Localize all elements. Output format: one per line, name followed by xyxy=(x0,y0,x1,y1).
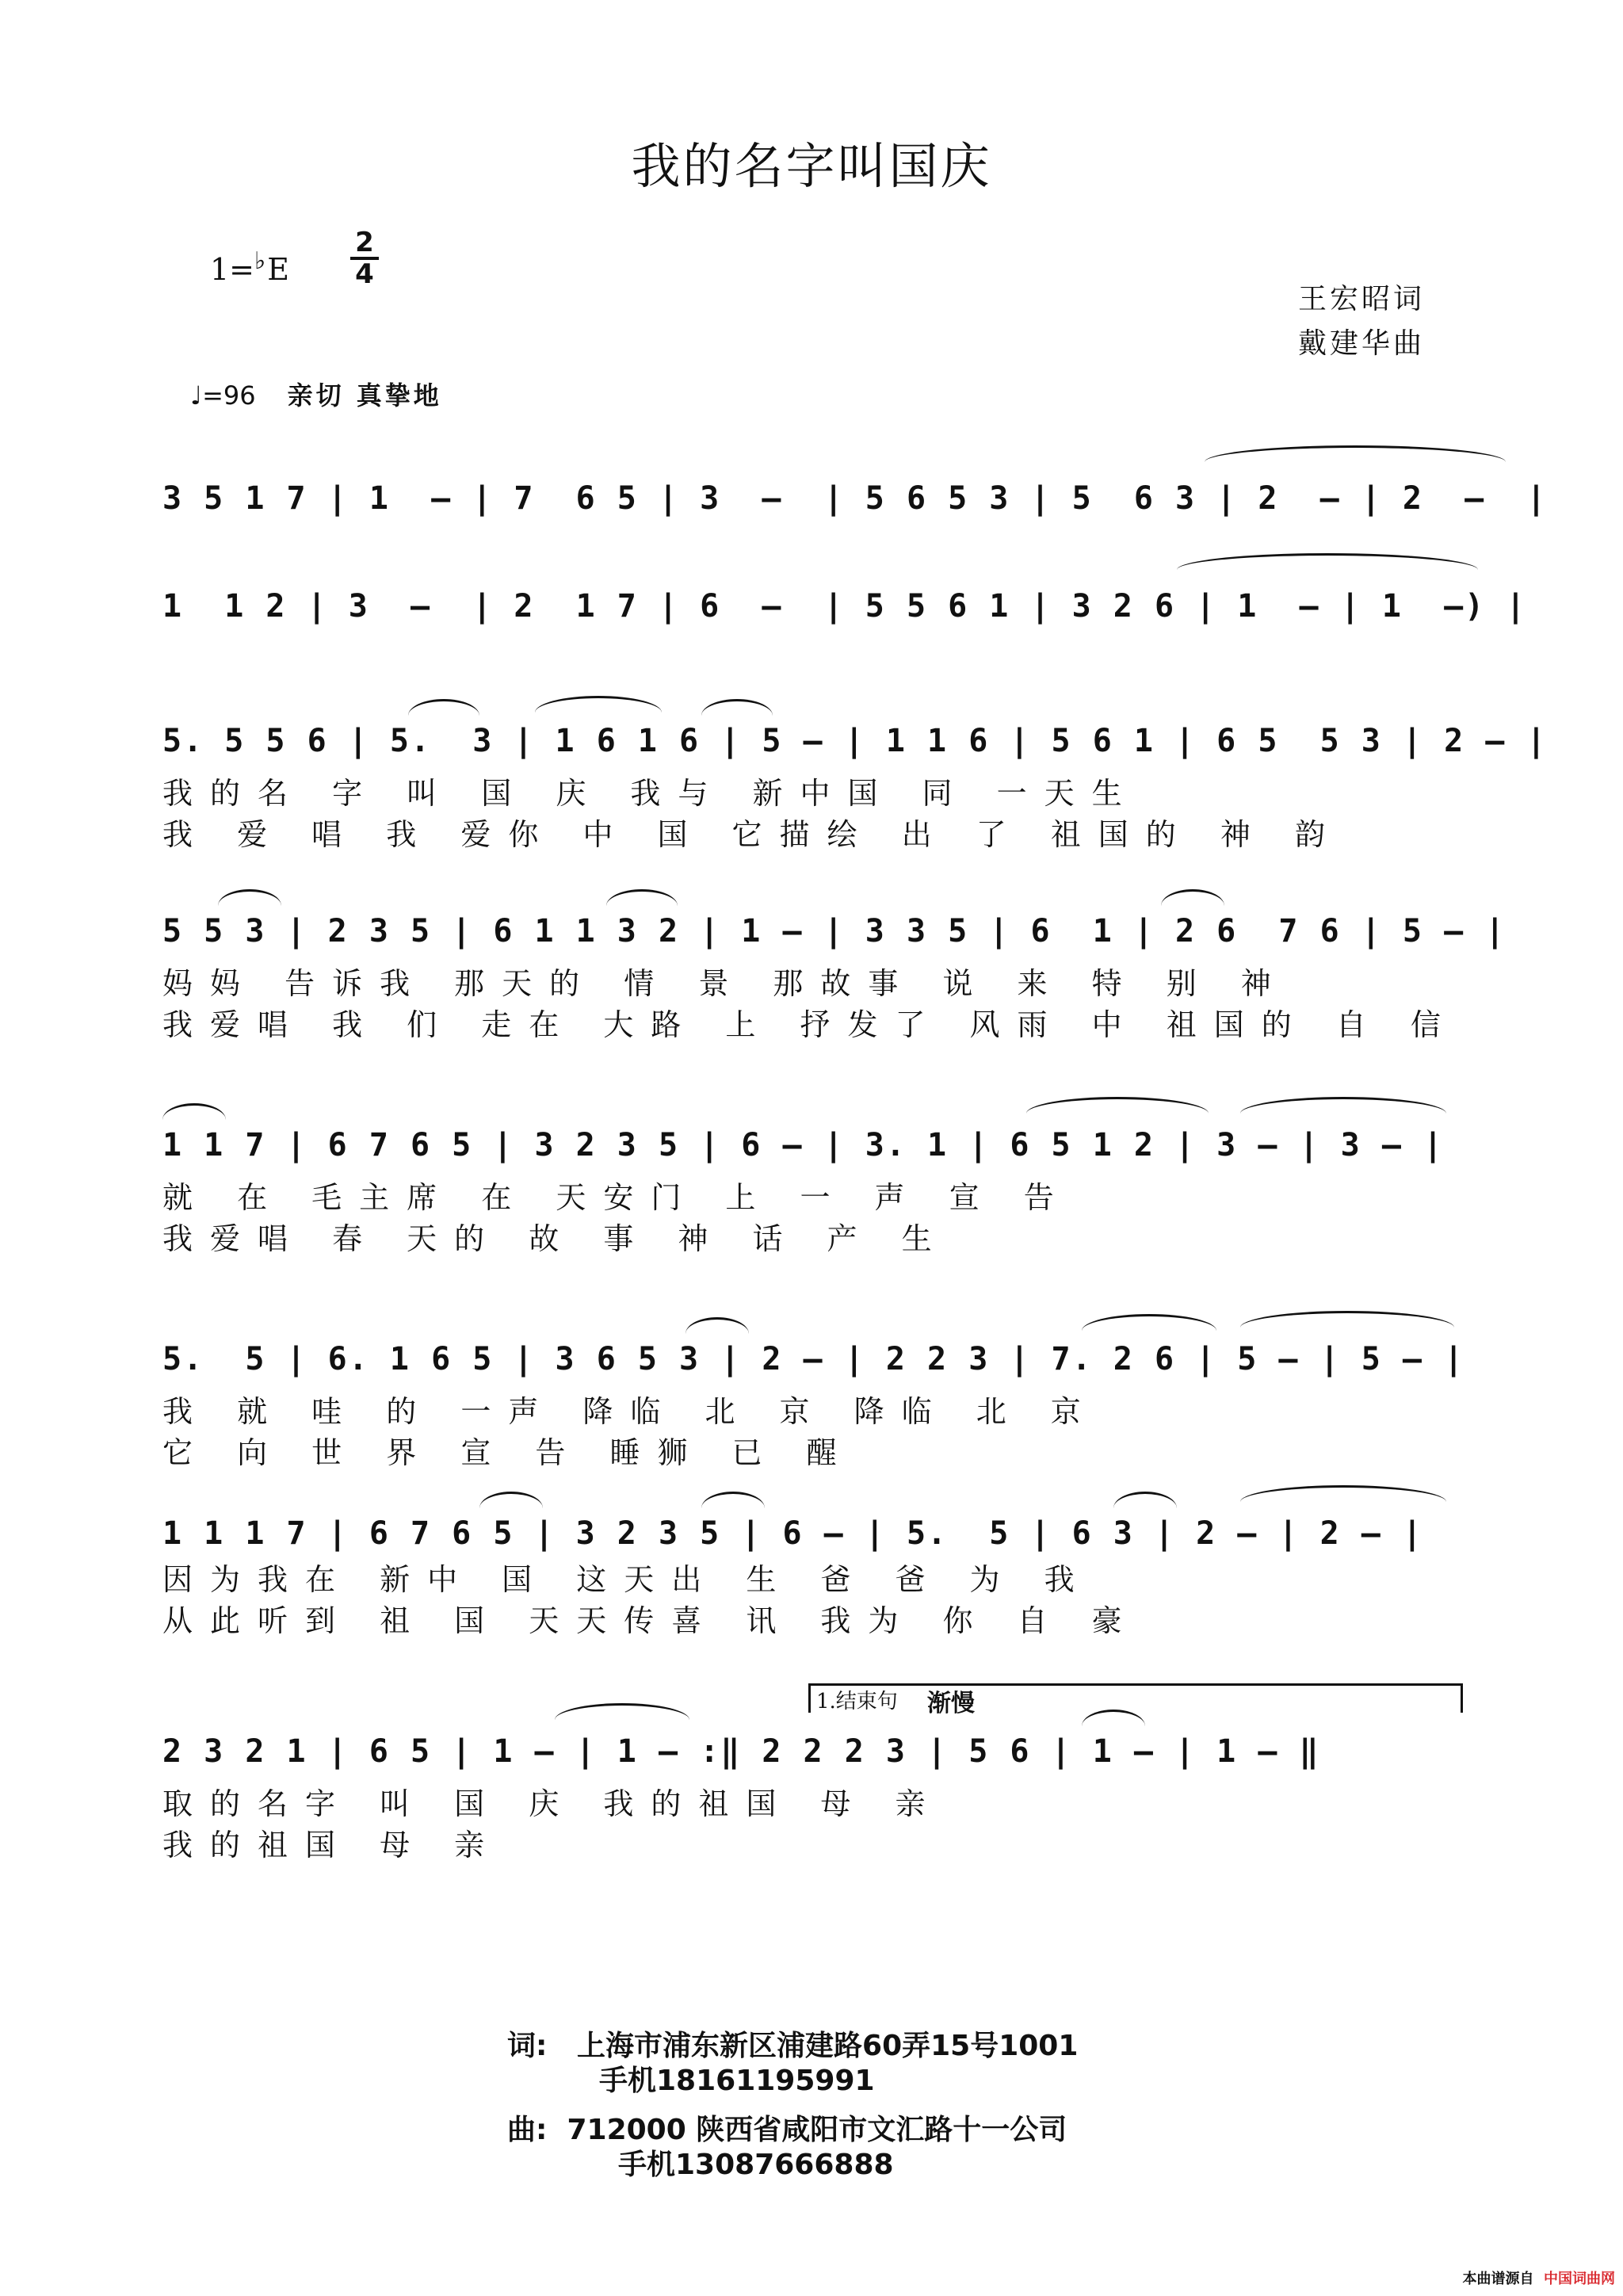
lyric-verse-1: 我的名 字 叫 国 庆 我与 新中国 同 一天生 xyxy=(162,776,1140,811)
lyric-verse-1: 就 在 毛主席 在 天安门 上 一 声 宣 告 xyxy=(162,1180,1071,1215)
tie-mark xyxy=(1177,553,1478,570)
ci-address: 上海市浦东新区浦建路60弄15号1001 xyxy=(577,2030,1079,2062)
lyricist-contact xyxy=(507,2029,1078,2064)
ci-phone: 手机18161195991 xyxy=(599,2065,875,2097)
notes-line: 1 1 7 | 6 7 6 5 | 3 2 3 5 | 6 – | 3. 1 | 6 5 1 2 | 3 – | 3 – | xyxy=(162,1127,1445,1163)
notes-line: 5. 5 5 6 | 5. 3 | 1 6 1 6 | 5 – | 1 1 6 | 5 6 1 | 6 5 5 3 | 2 – | xyxy=(162,723,1548,759)
slur-mark xyxy=(408,699,479,716)
slur-mark xyxy=(479,1492,543,1508)
qu-label: 曲: xyxy=(507,2114,548,2146)
contact-info xyxy=(507,2029,1078,2183)
notes-line: 3 5 1 7 | 1 – | 7 6 5 | 3 – | 5 6 5 3 | 5 6 3 | 2 – | 2 – | xyxy=(162,480,1548,517)
slur-mark xyxy=(701,699,773,716)
expression-mark: 亲切 真挚地 xyxy=(287,380,442,411)
slur-mark xyxy=(1082,1314,1216,1331)
lyric-verse-2: 我的祖国 母 亲 xyxy=(162,1828,502,1862)
notes-line: 5. 5 | 6. 1 6 5 | 3 6 5 3 | 2 – | 2 2 3 | 7. 2 6 | 5 – | 5 – | xyxy=(162,1341,1465,1377)
notes-line: 1 1 2 | 3 – | 2 1 7 | 6 – | 5 5 6 1 | 3 2 6 | 1 – | 1 –) | xyxy=(162,588,1527,625)
key-prefix: 1= xyxy=(210,252,255,287)
watermark-left: 本曲谱源自 xyxy=(1462,2271,1534,2287)
lyric-verse-2: 我爱唱 我 们 走在 大路 上 抒发了 风雨 中 祖国的 自 信 xyxy=(162,1007,1458,1042)
tie-mark xyxy=(1240,1097,1446,1114)
lyric-verse-2: 我 爱 唱 我 爱你 中 国 它描绘 出 了 祖国的 神 韵 xyxy=(162,817,1342,852)
key-signature xyxy=(210,247,289,287)
volta-label: 1.结束句 xyxy=(816,1690,898,1713)
time-signature-top: 2 xyxy=(355,227,374,258)
tie-mark xyxy=(1240,1485,1446,1502)
lyric-verse-2: 它 向 世 界 宣 告 睡狮 已 醒 xyxy=(162,1435,854,1470)
ritardando-mark: 渐慢 xyxy=(927,1690,975,1717)
slur-mark xyxy=(1113,1492,1177,1508)
slur-mark xyxy=(218,889,281,906)
notes-line: 2 3 2 1 | 6 5 | 1 – | 1 – :‖ 2 2 2 3 | 5 6 | 1 – | 1 – ‖ xyxy=(162,1733,1320,1770)
slur-mark xyxy=(1161,889,1224,906)
tie-mark xyxy=(555,1703,689,1720)
watermark-right: 中国词曲网 xyxy=(1544,2271,1615,2287)
notes-line: 5 5 3 | 2 3 5 | 6 1 1 3 2 | 1 – | 3 3 5 | 6 1 | 2 6 7 6 | 5 – | xyxy=(162,913,1507,949)
lyric-verse-1: 因为我在 新中 国 这天出 生 爸 爸 为 我 xyxy=(162,1562,1092,1597)
credits xyxy=(1298,277,1425,366)
slur-mark xyxy=(535,696,662,712)
lyric-verse-1: 取的名字 叫 国 庆 我的祖国 母 亲 xyxy=(162,1786,943,1821)
page-title: 我的名字叫国庆 xyxy=(631,137,992,195)
metronome-mark: ♩=96 xyxy=(190,380,256,411)
slur-mark xyxy=(1026,1097,1209,1114)
tempo-marking xyxy=(190,376,442,412)
qu-phone: 手机13087666888 xyxy=(618,2149,894,2181)
slur-mark xyxy=(685,1317,749,1334)
qu-address: 712000 陕西省咸阳市文汇路十一公司 xyxy=(567,2114,1067,2146)
lyric-verse-2: 从此听到 祖 国 天天传喜 讯 我为 你 自 豪 xyxy=(162,1603,1140,1638)
flat-icon: ♭ xyxy=(254,247,266,275)
slur-mark xyxy=(162,1103,226,1120)
ci-label: 词: xyxy=(507,2030,548,2062)
composer-contact xyxy=(507,2113,1078,2148)
volta-bracket xyxy=(808,1683,1463,1713)
composer-credit: 戴建华曲 xyxy=(1297,327,1425,360)
lyric-verse-1: 我 就 哇 的 一声 降临 北 京 降临 北 京 xyxy=(162,1394,1098,1429)
slur-mark xyxy=(606,889,678,906)
watermark xyxy=(1462,2267,1615,2288)
lyric-verse-2: 我爱唱 春 天的 故 事 神 话 产 生 xyxy=(162,1221,949,1256)
tie-mark xyxy=(1205,445,1506,462)
lyric-verse-1: 妈妈 告诉我 那天的 情 景 那故事 说 来 特 别 神 xyxy=(162,966,1289,1001)
key-note: E xyxy=(267,252,289,287)
lyricist-credit: 王宏昭词 xyxy=(1297,283,1425,315)
tie-mark xyxy=(1240,1311,1454,1328)
slur-mark xyxy=(701,1492,765,1508)
notes-line: 1 1 1 7 | 6 7 6 5 | 3 2 3 5 | 6 – | 5. 5 | 6 3 | 2 – | 2 – | xyxy=(162,1515,1424,1552)
time-signature-bottom: 4 xyxy=(355,258,374,290)
time-signature xyxy=(349,228,380,288)
